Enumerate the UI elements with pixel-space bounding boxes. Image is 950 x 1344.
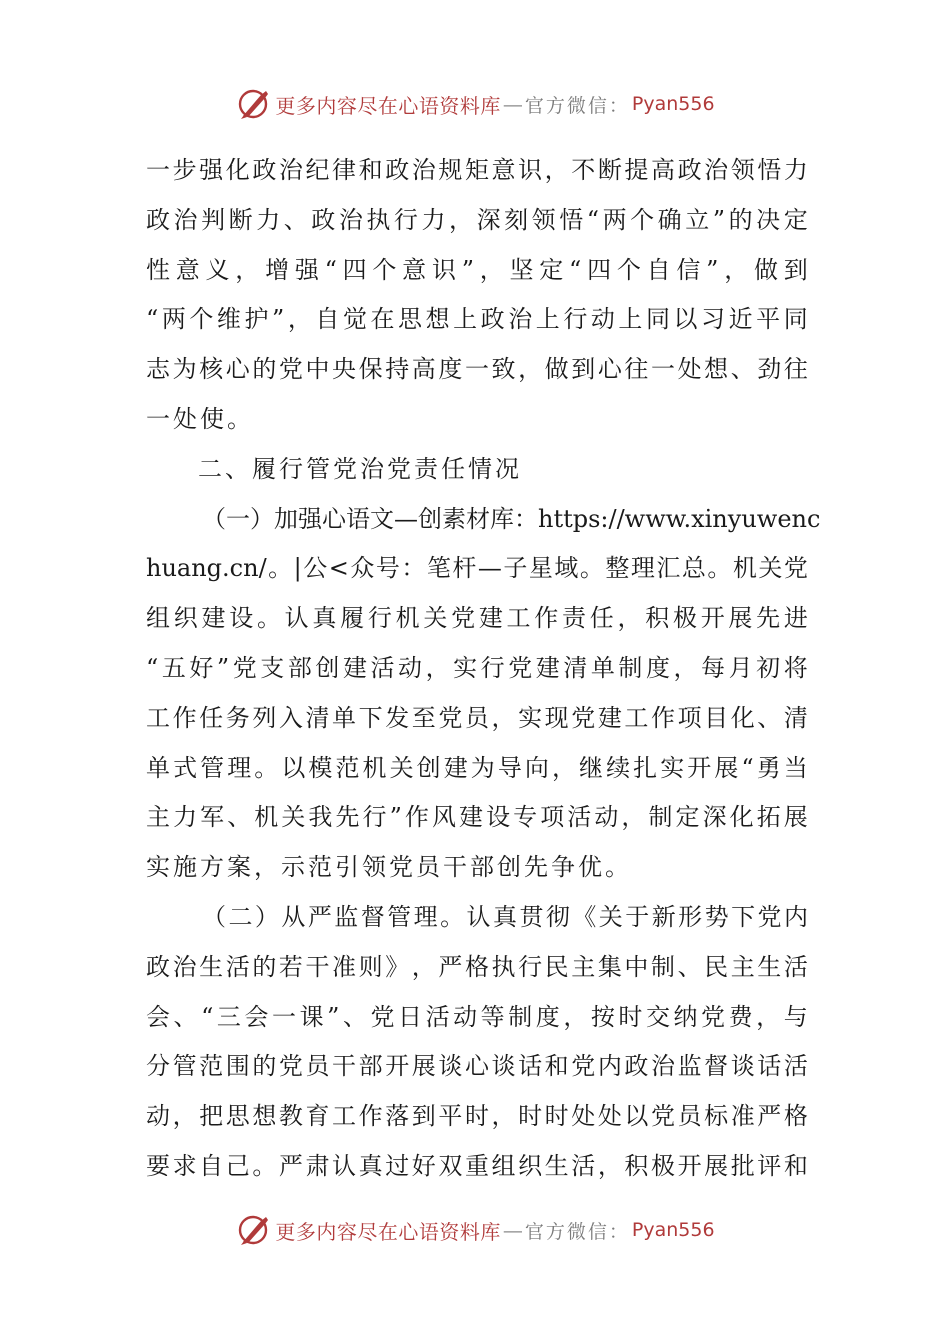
text-line: 政 治 判 断 力 、 政 治 执 行 力 ， 深 刻 领 悟 “ 两 个 确 立 ” 的 决 定 <box>146 205 808 234</box>
text-line: 政 治 生 活 的 若 干 准 则 》 ， 严 格 执 行 民 主 集 中 制 、 民 主 生 活 <box>146 952 808 981</box>
text-line: 动 ， 把 思 想 教 育 工 作 落 到 平 时 ， 时 时 处 处 以 党 员 标 准 严 格 <box>146 1102 808 1131</box>
text-line: 单 式 管 理 。 以 模 范 机 关 创 建 为 导 向 ， 继 续 扎 实 开 展 “ 勇 当 <box>146 753 808 782</box>
banner-main-text: 更多内容尽在心语资料库 <box>275 1219 501 1244</box>
text-line: 要 求 自 己 。 严 肃 认 真 过 好 双 重 组 织 生 活 ， 积 极 开 展 批 评 和 <box>146 1151 808 1180</box>
text-line: 实施方案，示范引领党员干部创先争优。 <box>146 853 632 882</box>
banner-dash: — <box>502 1218 523 1242</box>
banner-main-text: 更多内容尽在心语资料库 <box>275 93 501 118</box>
text-line: huang.cn/ 。 | 公 < 众 号 ： 笔 杆 — 子 星 域 。 整 理 汇 总 。 机 关 党 <box>146 554 808 583</box>
text-line: 二、履行管党治党责任情况 <box>198 454 522 483</box>
text-line: 一 步 强 化 政 治 纪 律 和 政 治 规 矩 意 识 ， 不 断 提 高 政 治 领 悟 力 <box>146 156 808 184</box>
text-line: 分 管 范 围 的 党 员 干 部 开 展 谈 心 谈 话 和 党 内 政 治 监 督 谈 话 活 <box>146 1052 808 1081</box>
banner-wechat-label: 官方微信： <box>524 94 630 117</box>
document-body <box>146 146 821 1192</box>
pen-nib-logo-icon <box>235 1212 271 1248</box>
banner-wechat-label: 官方微信： <box>524 1220 630 1243</box>
banner-wechat-id: Pyan556 <box>631 93 715 115</box>
text-line: （ 一 ） 加 强 心 语 文 — 创 素 材 库 ： https://www.xinyuwenc <box>202 504 821 533</box>
text-line: “ 两 个 维 护 ” ， 自 觉 在 思 想 上 政 治 上 行 动 上 同 以 习 近 平 同 <box>146 305 808 334</box>
text-line: （ 二 ） 从 严 监 督 管 理 。 认 真 贯 彻 《 关 于 新 形 势 下 党 内 <box>202 902 808 931</box>
text-line: “ 五 好 ” 党 支 部 创 建 活 动 ， 实 行 党 建 清 单 制 度 ， 每 月 初 将 <box>146 653 808 682</box>
text-line: 志 为 核 心 的 党 中 央 保 持 高 度 一 致 ， 做 到 心 往 一 处 想 、 劲 往 <box>146 355 808 384</box>
banner-dash: — <box>502 92 523 116</box>
pen-nib-logo-icon <box>235 86 271 122</box>
text-line: 主 力 军 、 机 关 我 先 行 ” 作 风 建 设 专 项 活 动 ， 制 定 深 化 拓 展 <box>146 803 808 832</box>
text-line: 会 、 “ 三 会 一 课 ” 、 党 日 活 动 等 制 度 ， 按 时 交 纳 党 费 ， 与 <box>146 1002 808 1031</box>
text-line: 工 作 任 务 列 入 清 单 下 发 至 党 员 ， 实 现 党 建 工 作 项 目 化 、 清 <box>146 703 808 732</box>
banner-wechat-id: Pyan556 <box>631 1219 715 1241</box>
header-watermark-banner <box>0 82 950 126</box>
footer-watermark-banner <box>0 1208 950 1252</box>
text-line: 组 织 建 设 。 认 真 履 行 机 关 党 建 工 作 责 任 ， 积 极 开 展 先 进 <box>146 604 808 633</box>
text-line: 性 意 义 ， 增 强 “ 四 个 意 识 ” ， 坚 定 “ 四 个 自 信 ” ， 做 到 <box>146 255 808 284</box>
text-line: 一处使。 <box>146 404 254 433</box>
